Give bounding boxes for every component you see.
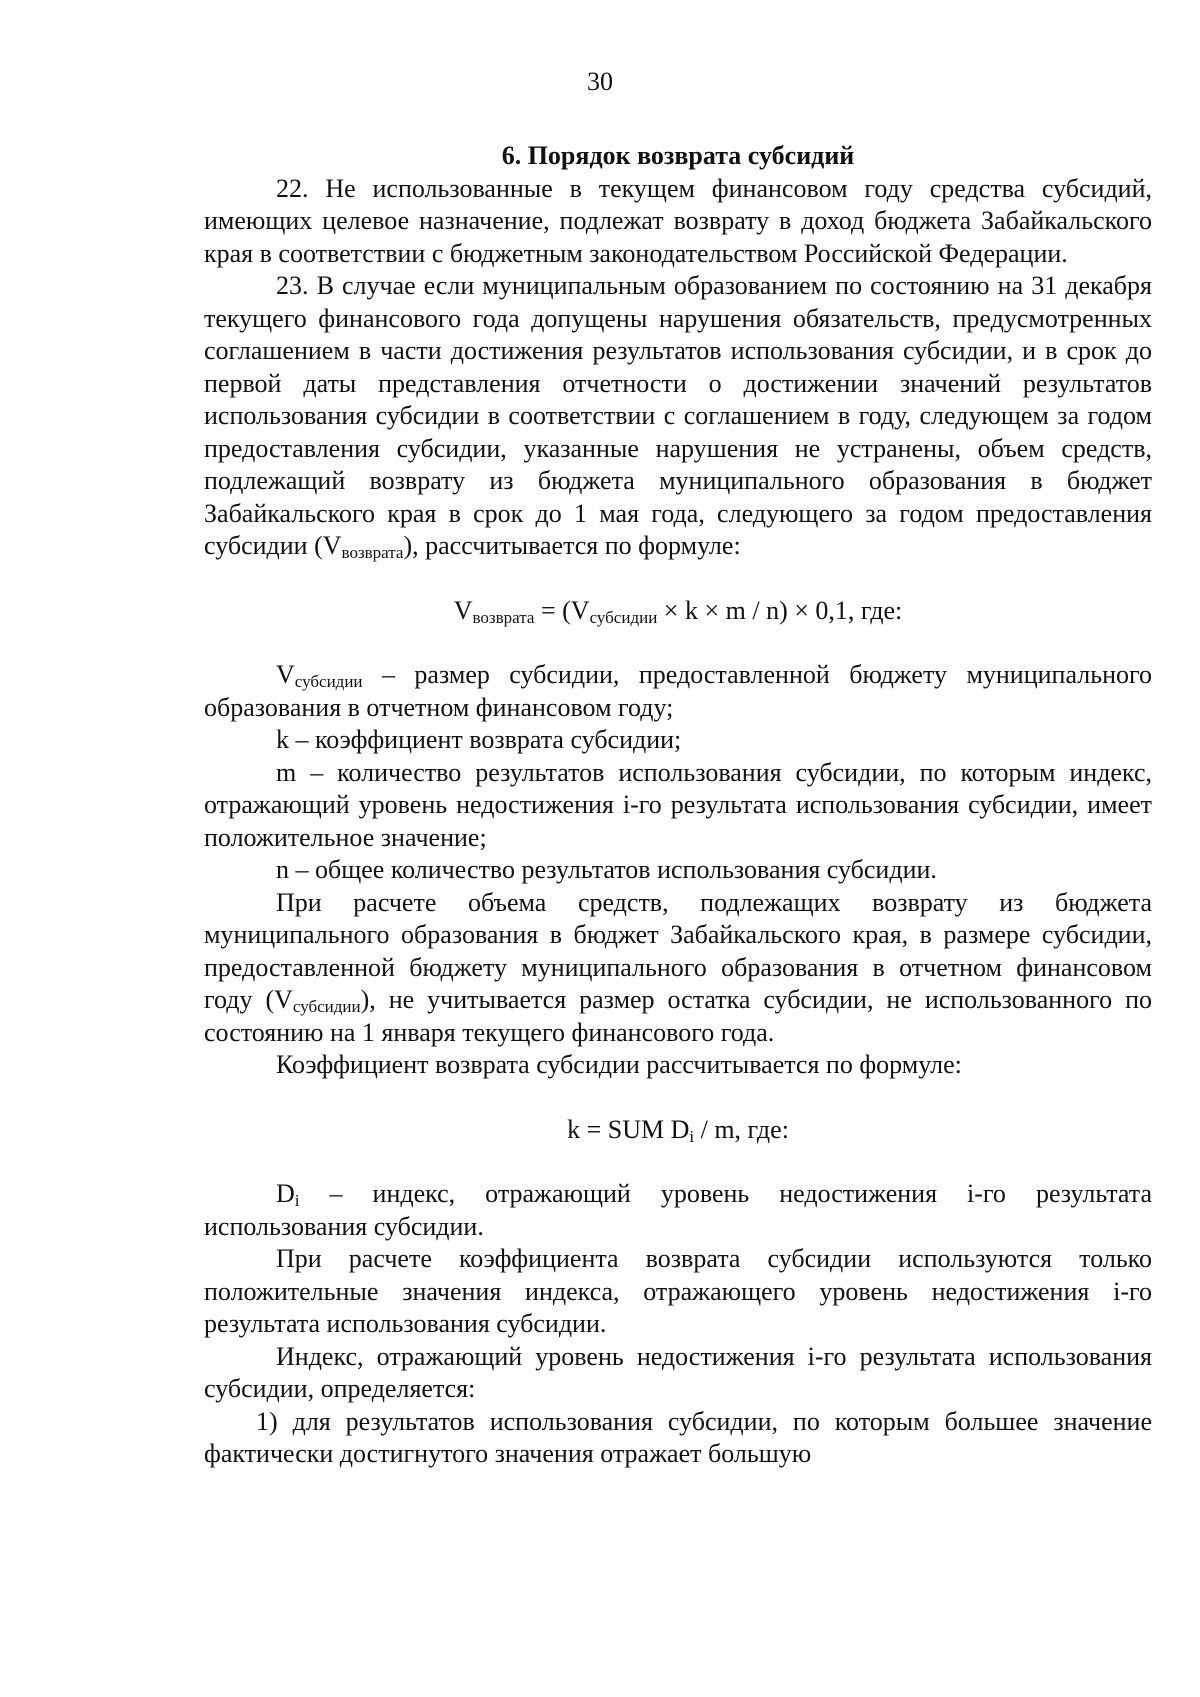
formula-v: V [453, 595, 473, 625]
document-body [204, 140, 1152, 1471]
formula-sub-subsidii: субсидии [589, 607, 658, 627]
formula-rest: × k × m / n) × 0,1, где: [657, 595, 903, 625]
formula-k-a: k = SUM D [567, 1114, 690, 1144]
definition-d [204, 1178, 1152, 1243]
def-d-text: – индекс, отражающий уровень недостижения i-го результата использования субсидии. [204, 1179, 1152, 1241]
def-v-sub: субсидии [294, 672, 363, 691]
page-number: 30 [587, 67, 613, 96]
definition-m: m – количество результатов использования субсидии, по которым индекс, отражающий уровень недостижения i-го результата использования субсидии, имеет положительное значение; [204, 757, 1152, 852]
paragraph-23 [204, 270, 1152, 563]
formula-v-vozvrata [204, 595, 1152, 628]
paragraph-index: Индекс, отражающий уровень недостижения i-го результата использования субсидии, определяется: [204, 1341, 1152, 1403]
paragraph-22: 22. Не использованные в текущем финансовом году средства субсидий, имеющих целевое назначение, подлежат возврату в доход бюджета Забайкальского края в соответствии с бюджетным законодательством Российской Федерации. [204, 173, 1152, 268]
paragraph-positive: При расчете коэффициента возврата субсидии используются только положительные значения индекса, отражающего уровень недостижения i-го результата использования субсидии. [204, 1244, 1152, 1338]
formula-eq: = (V [534, 595, 590, 625]
paragraph-calc [204, 887, 1152, 1050]
formula-k-sub: i [689, 1126, 695, 1146]
section-title: 6. Порядок возврата субсидий [501, 141, 855, 170]
formula-sub-vozvrata: возврата [472, 607, 535, 627]
paragraph-calc-sub: субсидии [292, 997, 361, 1016]
definition-k: k – коэффициент возврата субсидии; [276, 725, 682, 754]
subscript-vozvrata: возврата [341, 543, 404, 562]
definition-v-subsidii [204, 659, 1152, 724]
def-v-text: – размер субсидии, предоставленной бюджету муниципального образования в отчетном финансовом году; [204, 660, 1152, 722]
formula-k-b: / m, где: [694, 1114, 789, 1144]
def-v-symbol: V [276, 660, 295, 689]
paragraph-23-text: 23. В случае если муниципальным образованием по состоянию на 31 декабря текущего финансового года допущены нарушения обязательств, предусмотренных соглашением в части достижения результатов использования субсидии, и в срок до первой даты представления отчетности о достижении значений результатов использования субсидии в соответствии с соглашением в году, следующем за годом предоставления субсидии, указанные нарушения не устранены, объем средств, подлежащий возврату из бюджета муниципального образования в бюджет Забайкальского края в срок до 1 мая года, следующего за годом предоставления субсидии (V [204, 271, 1152, 560]
def-d-symbol: D [276, 1179, 295, 1208]
paragraph-23-tail: ), рассчитывается по формуле: [403, 531, 741, 560]
paragraph-coef: Коэффициент возврата субсидии рассчитывается по формуле: [276, 1050, 962, 1079]
def-d-sub: i [294, 1191, 300, 1210]
list-item-1: 1) для результатов использования субсидии, по которым большее значение фактически достигнутого значения отражает большую [204, 1406, 1152, 1468]
paragraph-calc-b: ), не учитывается размер остатка субсидии, не использованного по состоянию на 1 января текущего финансового года. [204, 985, 1152, 1047]
formula-k [204, 1114, 1152, 1147]
definition-n: n – общее количество результатов использования субсидии. [276, 855, 937, 884]
paragraph-calc-a: При расчете объема средств, подлежащих возврату из бюджета муниципального образования в бюджет Забайкальского края, в размере субсидии, предоставленной бюджету муниципального образования в отчетном финансовом году (V [204, 887, 1152, 1014]
